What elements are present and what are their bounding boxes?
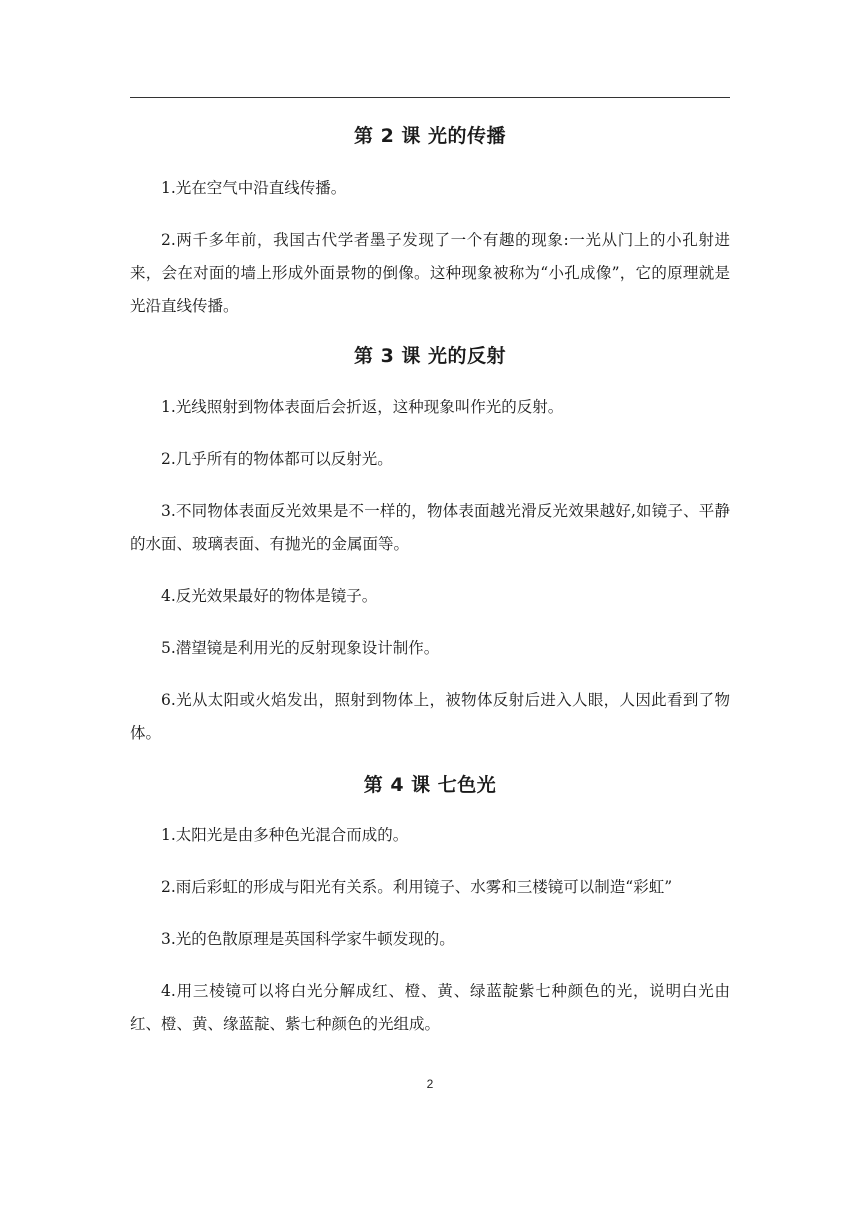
- list-item: 2.两千多年前，我国古代学者墨子发现了一个有趣的现象:一光从门上的小孔射进来，会在对面的墙上形成外面景物的倒像。这种现象被称为“小孔成像”，它的原理就是光沿直线传播。: [130, 231, 730, 315]
- list-item: 5.潜望镜是利用光的反射现象设计制作。: [161, 639, 440, 657]
- page-content: [130, 110, 730, 1041]
- lesson-title: 第 3 课 光的反射: [353, 345, 507, 367]
- list-item: 3.光的色散原理是英国科学家牛顿发现的。: [161, 930, 455, 948]
- list-item: 1.光线照射到物体表面后会折返，这种现象叫作光的反射。: [161, 398, 564, 416]
- list-item: 2.几乎所有的物体都可以反射光。: [161, 450, 393, 468]
- page-number: 2: [426, 1077, 434, 1091]
- lesson-title: 第 2 课 光的传播: [353, 125, 507, 147]
- list-item: 1.太阳光是由多种色光混合而成的。: [161, 826, 409, 844]
- list-item: 3.不同物体表面反光效果是不一样的，物体表面越光滑反光效果越好,如镜子、平静的水面、玻璃表面、有抛光的金属面等。: [130, 502, 730, 553]
- list-item: 4.反光效果最好的物体是镜子。: [161, 587, 378, 605]
- lesson-title: 第 4 课 七色光: [363, 774, 497, 796]
- header-rule: [130, 97, 730, 98]
- list-item: 2.雨后彩虹的形成与阳光有关系。利用镜子、水雾和三楼镜可以制造“彩虹”: [161, 878, 673, 896]
- list-item: 6.光从太阳或火焰发出，照射到物体上，被物体反射后进入人眼，人因此看到了物体。: [130, 691, 730, 742]
- list-item: 4.用三棱镜可以将白光分解成红、橙、黄、绿蓝靛紫七种颜色的光，说明白光由红、橙、黄、缘蓝靛、紫七种颜色的光组成。: [130, 982, 730, 1033]
- list-item: 1.光在空气中沿直线传播。: [161, 179, 347, 197]
